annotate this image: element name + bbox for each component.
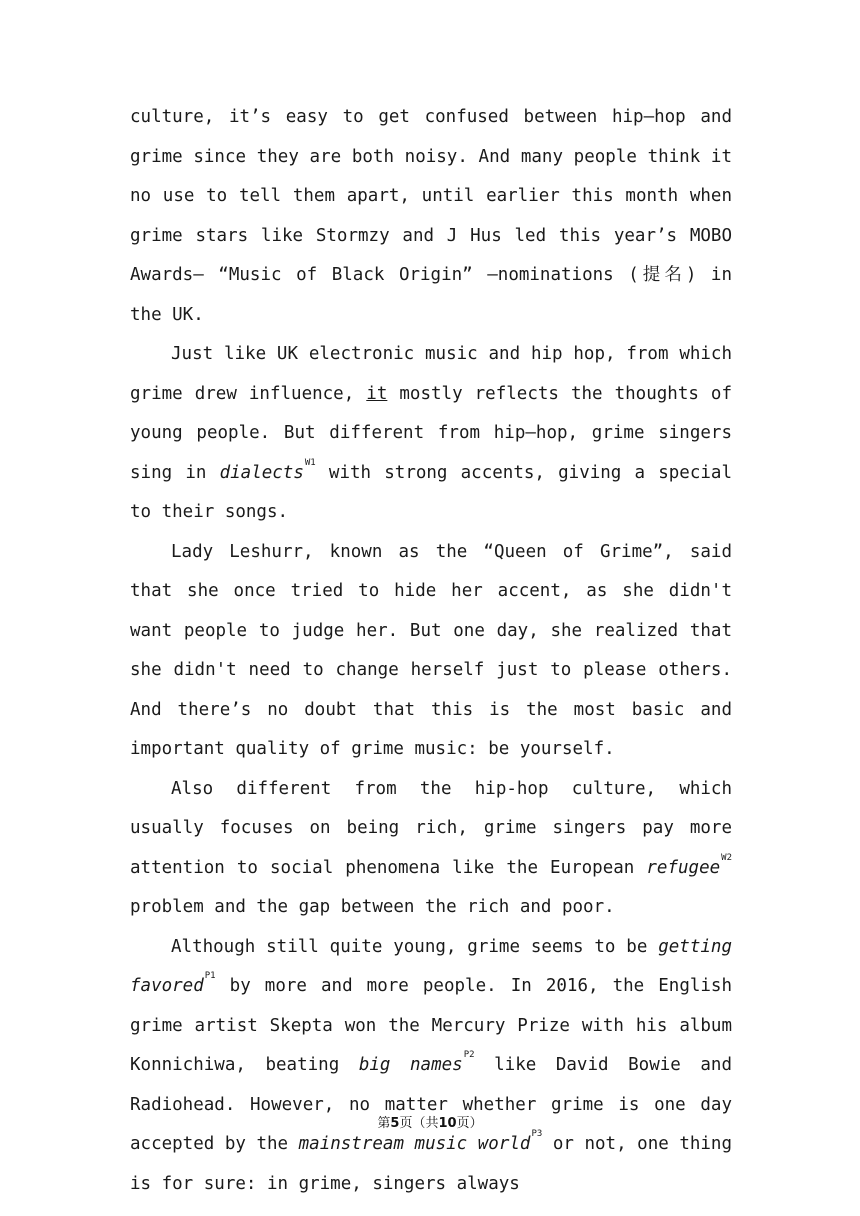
term-getting-favored: getting favored (130, 936, 732, 996)
note-marker-p3: P3 (531, 1129, 543, 1139)
note-marker-w2: W2 (721, 852, 732, 863)
paragraph-4 (130, 770, 732, 928)
paragraph-5-text-a: Although still quite young, grime seems to be (171, 936, 659, 957)
paragraph-5-text-c: like David Bowie and Radiohead. However, no matter whether grime is one day accepted by the (130, 1055, 732, 1154)
footer-total-pages: 10 (438, 1116, 457, 1131)
term-refugee: refugee (646, 857, 721, 878)
footer-middle: 页（共 (399, 1116, 439, 1131)
paragraph-4-text-a: Also different from the hip-hop culture, which usually focuses on being rich, grime singers pay more attention to social phenomena like the European (130, 778, 732, 878)
document-body (130, 98, 732, 1204)
paragraph-4-text-b: problem and the gap between the rich and poor. (130, 897, 615, 917)
paragraph-3-text: Lady Leshurr, known as the “Queen of Grime”, said that she once tried to hide her accent, as she didn't want people to judge her. But one day, she realized that she didn't need to change herself just to please others. And there’s no doubt that this is the most basic and important quality of grime music: be yourself. (130, 541, 732, 759)
footer-prefix: 第 (377, 1116, 391, 1131)
paragraph-2-text-c: with strong accents, giving a special to their songs. (130, 462, 732, 522)
paragraph-1-text: culture, it’s easy to get confused between hip—hop and grime since they are both noisy. And many people think it no use to tell them apart, until earlier this month when grime stars like Stormzy and J Hus led this year’s MOBO Awards— “Music of Black Origin” —nominations (提名) in the UK. (130, 107, 732, 325)
term-big-names: big names (358, 1055, 463, 1075)
paragraph-5-text-d: or not, one thing is for sure: in grime, singers always (130, 1134, 732, 1194)
term-dialects: dialects (219, 462, 304, 483)
footer-suffix: 页） (456, 1116, 483, 1131)
note-marker-w1: W1 (304, 457, 316, 468)
paragraph-2 (130, 335, 732, 533)
note-marker-p2: P2 (463, 1050, 475, 1060)
footer-page-number: 5 (390, 1116, 400, 1131)
paragraph-2-text-a: Just like UK electronic music and hip hop, from which grime drew influence, (130, 344, 732, 404)
page-footer (0, 1112, 860, 1131)
term-mainstream-music-world: mainstream music world (298, 1134, 531, 1154)
paragraph-3 (130, 533, 732, 770)
paragraph-2-text-b: mostly reflects the thoughts of young people. But different from hip—hop, grime singers sing in (130, 383, 732, 483)
note-marker-p1: P1 (204, 971, 216, 981)
paragraph-5-text-b: by more and more people. In 2016, the English grime artist Skepta won the Mercury Prize with his album Konnichiwa, beating (130, 976, 732, 1075)
underlined-it: it (366, 383, 388, 404)
paragraph-1 (130, 98, 732, 335)
paragraph-5 (130, 928, 732, 1205)
